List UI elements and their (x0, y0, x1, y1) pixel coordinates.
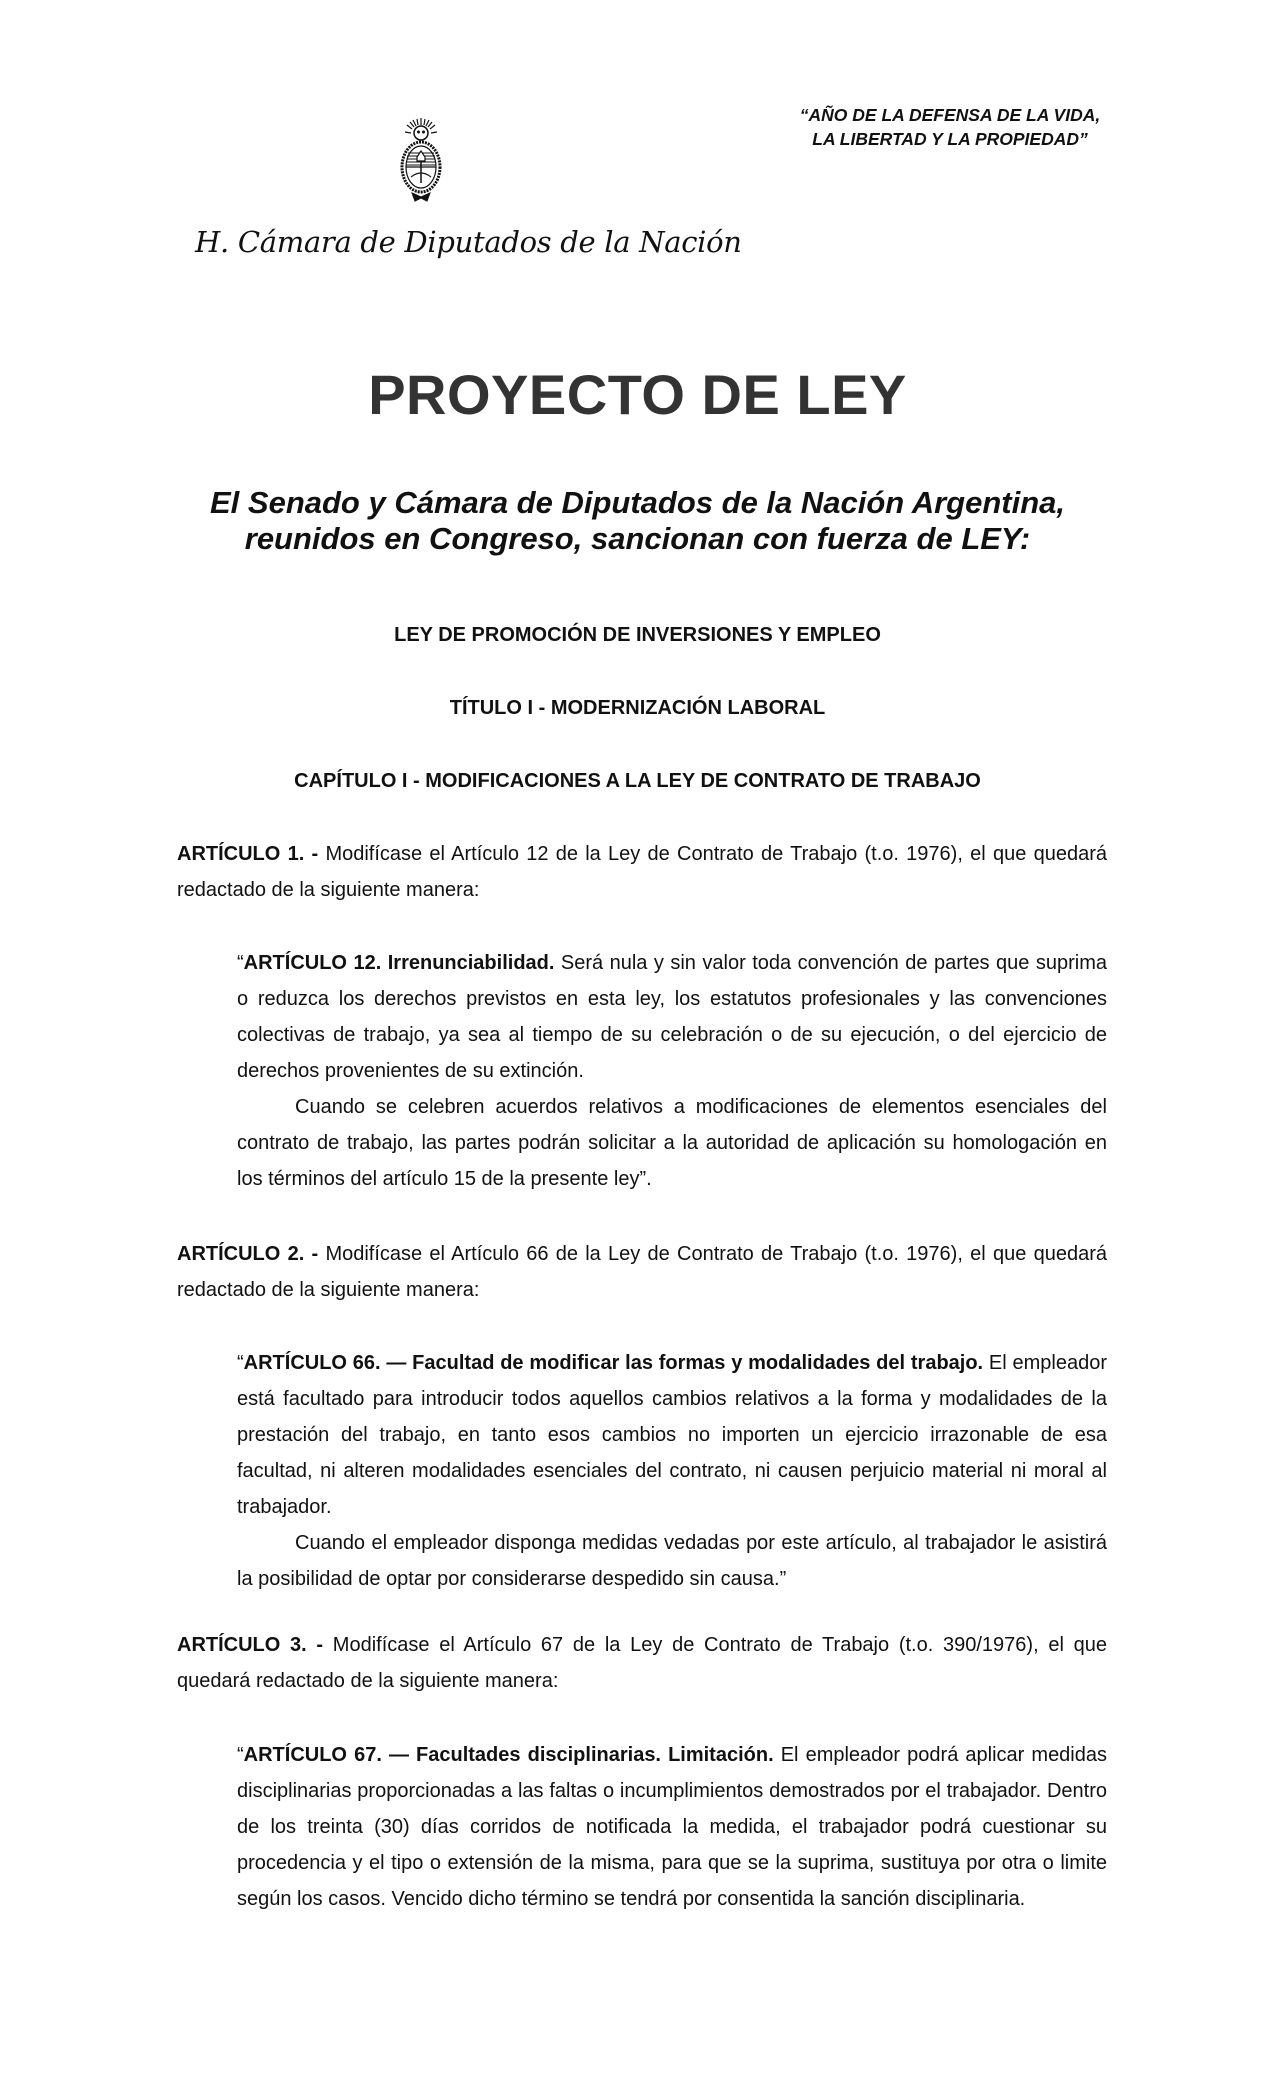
motto-line-2: LA LIBERTAD Y LA PROPIEDAD” (812, 129, 1088, 149)
article-label: ARTÍCULO 1. - (177, 843, 319, 865)
coat-of-arms-icon (396, 115, 446, 210)
chamber-name: H. Cámara de Diputados de la Nación (195, 225, 742, 259)
quoted-paragraph-2: Cuando se celebren acuerdos relativos a modificaciones de elementos esenciales del contrato de trabajo, las partes podrán solicitar a la autoridad de aplicación su homologación en los términos del artículo 15 de la presente ley”. (237, 1096, 1107, 1190)
article-2-quote (237, 1345, 1107, 1597)
article-3 (177, 1627, 1107, 1699)
open-quote: “ (237, 952, 244, 974)
motto-line-1: “AÑO DE LA DEFENSA DE LA VIDA, (799, 105, 1101, 125)
quoted-article-heading: ARTÍCULO 67. — Facultades disciplinarias. Limitación. (243, 1744, 774, 1766)
article-text: Modifícase el Artículo 66 de la Ley de Contrato de Trabajo (t.o. 1976), el que quedará redactado de la siguiente manera: (177, 1243, 1108, 1301)
quoted-article-heading: ARTÍCULO 66. — Facultad de modificar las formas y modalidades del trabajo. (243, 1352, 984, 1374)
document-title: PROYECTO DE LEY (368, 363, 907, 426)
quoted-paragraph-1: El empleador está facultado para introducir todos aquellos cambios relativos a la forma y modalidades de la prestación del trabajo, en tanto esos cambios no importen un ejercicio irrazonable de esa facultad, ni alteren modalidades esenciales del contrato, ni causen perjuicio material ni moral al trabajador. (237, 1352, 1107, 1518)
article-2 (177, 1236, 1107, 1308)
enacting-clause (0, 485, 1275, 557)
article-1-quote (237, 945, 1107, 1197)
law-name-heading: LEY DE PROMOCIÓN DE INVERSIONES Y EMPLEO (394, 624, 881, 646)
quoted-paragraph-1: El empleador podrá aplicar medidas disciplinarias proporcionadas a las faltas o incumplimientos demostrados por el trabajador. Dentro de los treinta (30) días corridos de notificada la medida, el trabajador podrá cuestionar su procedencia y el tipo o extensión de la misma, para que se la suprima, sustituya por otra o limite según los casos. Vencido dicho término se tendrá por consentida la sanción disciplinaria. (237, 1744, 1107, 1910)
title-heading: TÍTULO I - MODERNIZACIÓN LABORAL (449, 697, 826, 719)
article-3-quote (237, 1737, 1107, 1917)
article-1 (177, 836, 1107, 908)
article-text: Modifícase el Artículo 67 de la Ley de Contrato de Trabajo (t.o. 390/1976), el que quedará redactado de la siguiente manera: (177, 1634, 1107, 1692)
open-quote: “ (237, 1744, 244, 1766)
article-label: ARTÍCULO 3. - (177, 1634, 324, 1656)
quoted-article-heading: ARTÍCULO 12. Irrenunciabilidad. (243, 952, 555, 974)
enacting-line-1: El Senado y Cámara de Diputados de la Nación Argentina, (210, 485, 1065, 520)
article-text: Modifícase el Artículo 12 de la Ley de Contrato de Trabajo (t.o. 1976), el que quedará redactado de la siguiente manera: (177, 843, 1108, 901)
open-quote: “ (237, 1352, 244, 1374)
chapter-heading: CAPÍTULO I - MODIFICACIONES A LA LEY DE CONTRATO DE TRABAJO (294, 770, 981, 792)
quoted-paragraph-2: Cuando el empleador disponga medidas vedadas por este artículo, al trabajador le asistirá la posibilidad de optar por considerarse despedido sin causa.” (237, 1532, 1107, 1590)
year-motto (780, 103, 1120, 151)
enacting-line-2: reunidos en Congreso, sancionan con fuerza de LEY: (244, 521, 1031, 556)
article-label: ARTÍCULO 2. - (177, 1243, 319, 1265)
quoted-paragraph-1: Será nula y sin valor toda convención de partes que suprima o reduzca los derechos previstos en esta ley, los estatutos profesionales y las convenciones colectivas de trabajo, ya sea al tiempo de su celebración o de su ejecución, o del ejercicio de derechos provenientes de su extinción. (237, 952, 1107, 1082)
